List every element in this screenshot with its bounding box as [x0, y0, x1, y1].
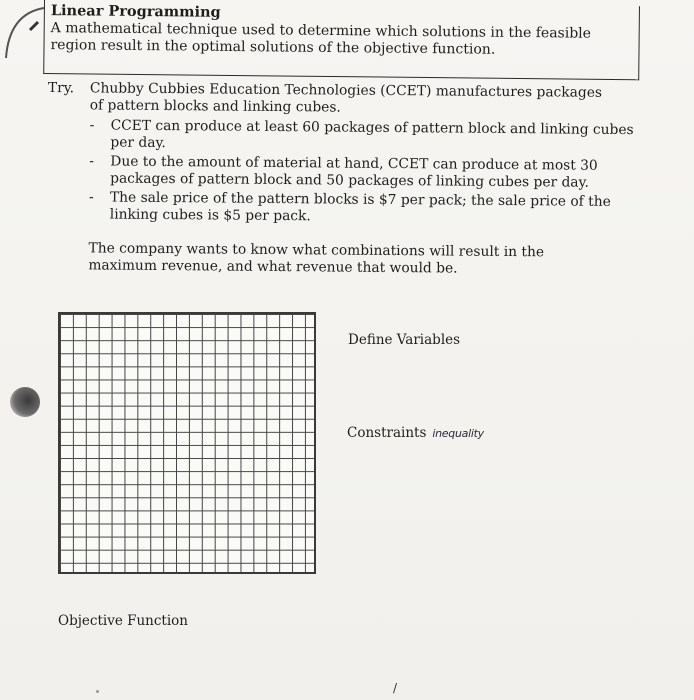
- punch-hole-icon: [10, 387, 40, 417]
- constraints-text: Constraints: [347, 425, 427, 441]
- problem-section: [47, 80, 648, 277]
- problem-bullets: [89, 117, 640, 230]
- handwritten-note: inequality: [432, 427, 484, 440]
- bullet-dash: -: [89, 153, 95, 170]
- bullet-text: CCET can produce at least 60 packages of pattern block and linking cubes per day.: [110, 117, 634, 152]
- bullet-text: The sale price of the pattern blocks is $7 per pack; the sale price of the linking cubes is $5 per pack.: [109, 189, 611, 225]
- bullet-item: [89, 153, 639, 192]
- problem-intro: Chubby Cubbies Education Technologies (CCET) manufactures packages of pattern blocks and linking cubes.: [89, 80, 603, 116]
- constraints-label: [347, 425, 484, 441]
- define-variables-label: Define Variables: [348, 332, 461, 348]
- definition-title: Linear Programming: [50, 2, 221, 21]
- pencil-mark: /: [393, 681, 398, 695]
- graph-grid: [58, 312, 316, 574]
- definition-text: A mathematical technique used to determine which solutions in the feasible region result in the optimal solutions of the objective function.: [50, 20, 592, 58]
- problem-closing: The company wants to know what combinations will result in the maximum revenue, and what revenue that would be.: [88, 240, 545, 277]
- speck-mark: [96, 690, 99, 693]
- bullet-dash: -: [88, 189, 94, 206]
- bullet-item: [89, 117, 639, 156]
- try-label: Try.: [47, 80, 75, 97]
- bullet-text: Due to the amount of material at hand, CCET can produce at most 30 packages of pattern block and 50 packages of linking cubes per day.: [110, 153, 598, 191]
- bullet-item: [89, 189, 639, 228]
- definition-box: [43, 0, 640, 80]
- bullet-dash: -: [89, 117, 95, 134]
- objective-function-label: Objective Function: [58, 613, 188, 629]
